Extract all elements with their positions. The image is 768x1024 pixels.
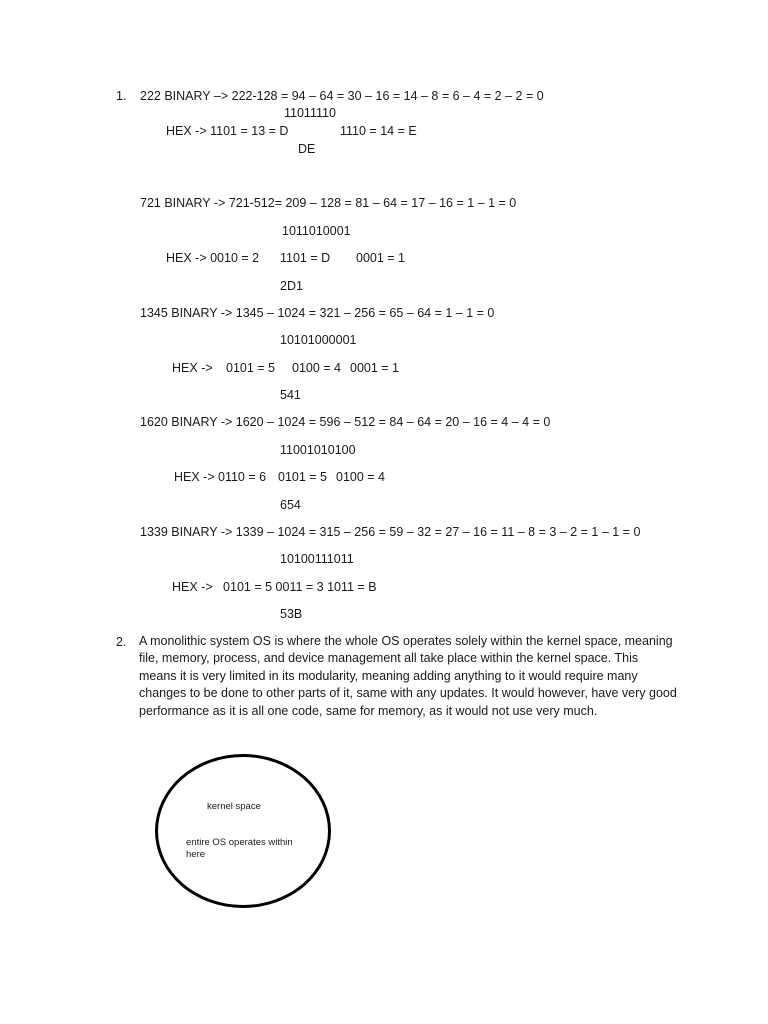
hex-1620-part3: 0101 = 5 [278, 470, 328, 484]
hex-1339-result: 53B [280, 607, 303, 621]
hex-1345-result: 541 [280, 388, 301, 402]
hex-1345-part2: 0101 = 5 [226, 361, 276, 375]
monolithic-os-paragraph: A monolithic system OS is where the whole OS operates solely within the kernel space, meaning file, memory, process, and device management all take place within the kernel space. This means it is very limited in its modularity, meaning adding anything to it would require many changes to be done to other parts of it, same with any updates. It would however, have very good performance as it is all one code, same for memory, as it would not use very much. [139, 634, 677, 718]
binary-1339-result: 10100111011 [280, 552, 354, 566]
hex-1339-line: HEX -> 0101 = 5 0011 = 3 1011 = B [172, 580, 377, 594]
hex-721-part1: HEX -> 0010 = 2 [166, 251, 260, 265]
binary-721-line: 721 BINARY -> 721-512= 209 – 128 = 81 – 64 = 17 – 16 = 1 – 1 = 0 [140, 196, 517, 210]
kernel-space-diagram [155, 754, 331, 908]
binary-1620-result: 11001010100 [280, 443, 356, 457]
diagram-label-kernel-space: kernel space [207, 801, 261, 812]
binary-1339-line: 1339 BINARY -> 1339 – 1024 = 315 – 256 = 59 – 32 = 27 – 16 = 11 – 8 = 3 – 2 = 1 – 1 = 0 [140, 525, 641, 539]
hex-721-part2: 1101 = D [280, 251, 331, 265]
hex-222-part1: HEX -> 1101 = 13 = D [166, 124, 289, 138]
list-number-2: 2. [116, 635, 127, 649]
hex-222-result: DE [298, 142, 316, 156]
hex-1620-part4: 0100 = 4 [336, 470, 386, 484]
hex-1345-part1: HEX -> [172, 361, 213, 375]
hex-1345-part4: 0001 = 1 [350, 361, 400, 375]
binary-1345-line: 1345 BINARY -> 1345 – 1024 = 321 – 256 = 65 – 64 = 1 – 1 = 0 [140, 306, 495, 320]
diagram-label-line-2: here [186, 849, 206, 860]
hex-1620-result: 654 [280, 498, 301, 512]
binary-222-line: 222 BINARY –> 222-128 = 94 – 64 = 30 – 16 = 14 – 8 = 6 – 4 = 2 – 2 = 0 [140, 89, 544, 103]
hex-1620-part1: HEX -> [174, 470, 215, 484]
list-number-1: 1. [116, 89, 127, 103]
diagram-label-line-1: entire OS operates within [186, 837, 293, 848]
hex-1345-part3: 0100 = 4 [292, 361, 342, 375]
binary-1345-result: 10101000001 [280, 333, 357, 347]
binary-721-result: 1011010001 [282, 224, 351, 238]
binary-222-result: 11011110 [284, 106, 336, 120]
binary-1620-line: 1620 BINARY -> 1620 – 1024 = 596 – 512 = 84 – 64 = 20 – 16 = 4 – 4 = 0 [140, 415, 551, 429]
hex-222-part2: 1110 = 14 = E [340, 124, 417, 138]
hex-721-part3: 0001 = 1 [356, 251, 406, 265]
hex-721-result: 2D1 [280, 279, 303, 293]
hex-1620-part2: 0110 = 6 [218, 470, 267, 484]
